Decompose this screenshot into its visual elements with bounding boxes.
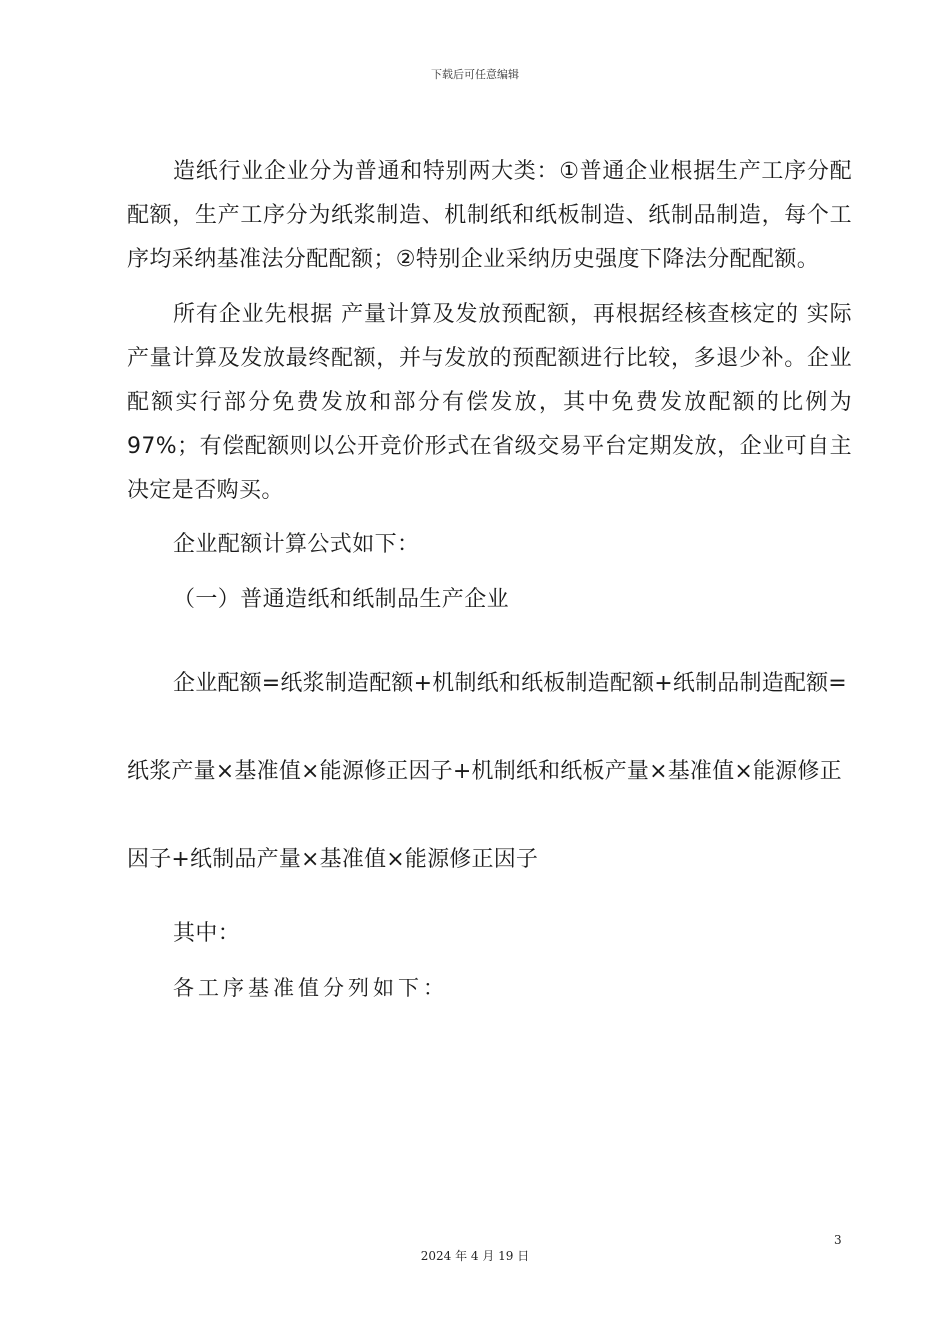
- document-body: [127, 150, 852, 1010]
- paragraph-formula-intro: 企业配额计算公式如下：: [173, 532, 420, 557]
- section-heading: （一）普通造纸和纸制品生产企业: [173, 587, 510, 612]
- paragraph-baseline-intro: 各工序基准值分列如下：: [173, 976, 448, 1000]
- page-footer-date: 2024 年 4 月 19 日: [420, 1249, 530, 1263]
- paragraph-industry-categories: 造纸行业企业分为普通和特别两大类：①普通企业根据生产工序分配配额，生产工序分为纸浆制造、机制纸和纸板制造、纸制品制造，每个工序均采纳基准法分配配额；②特别企业采纳历史强度下降法分配配额。: [127, 159, 852, 272]
- allocation-formula: 企业配额=纸浆制造配额+机制纸和纸板制造配额+纸制品制造配额=纸浆产量×基准值×能源修正因子+机制纸和纸板产量×基准值×能源修正因子+纸制品产量×基准值×能源修正因子: [127, 671, 847, 872]
- paragraph-where: 其中：: [173, 921, 241, 946]
- paragraph-allocation-process: 所有企业先根据 产量计算及发放预配额，再根据经核查核定的 实际产量计算及发放最终配额，并与发放的预配额进行比较，多退少补。企业配额实行部分免费发放和部分有偿发放，其中免费发放配额的比例为 97%；有偿配额则以公开竞价形式在省级交易平台定期发放，企业可自主决定是否购买。: [127, 302, 852, 503]
- page-number: 3: [834, 1233, 842, 1247]
- page-header: 下载后可任意编辑: [431, 68, 519, 81]
